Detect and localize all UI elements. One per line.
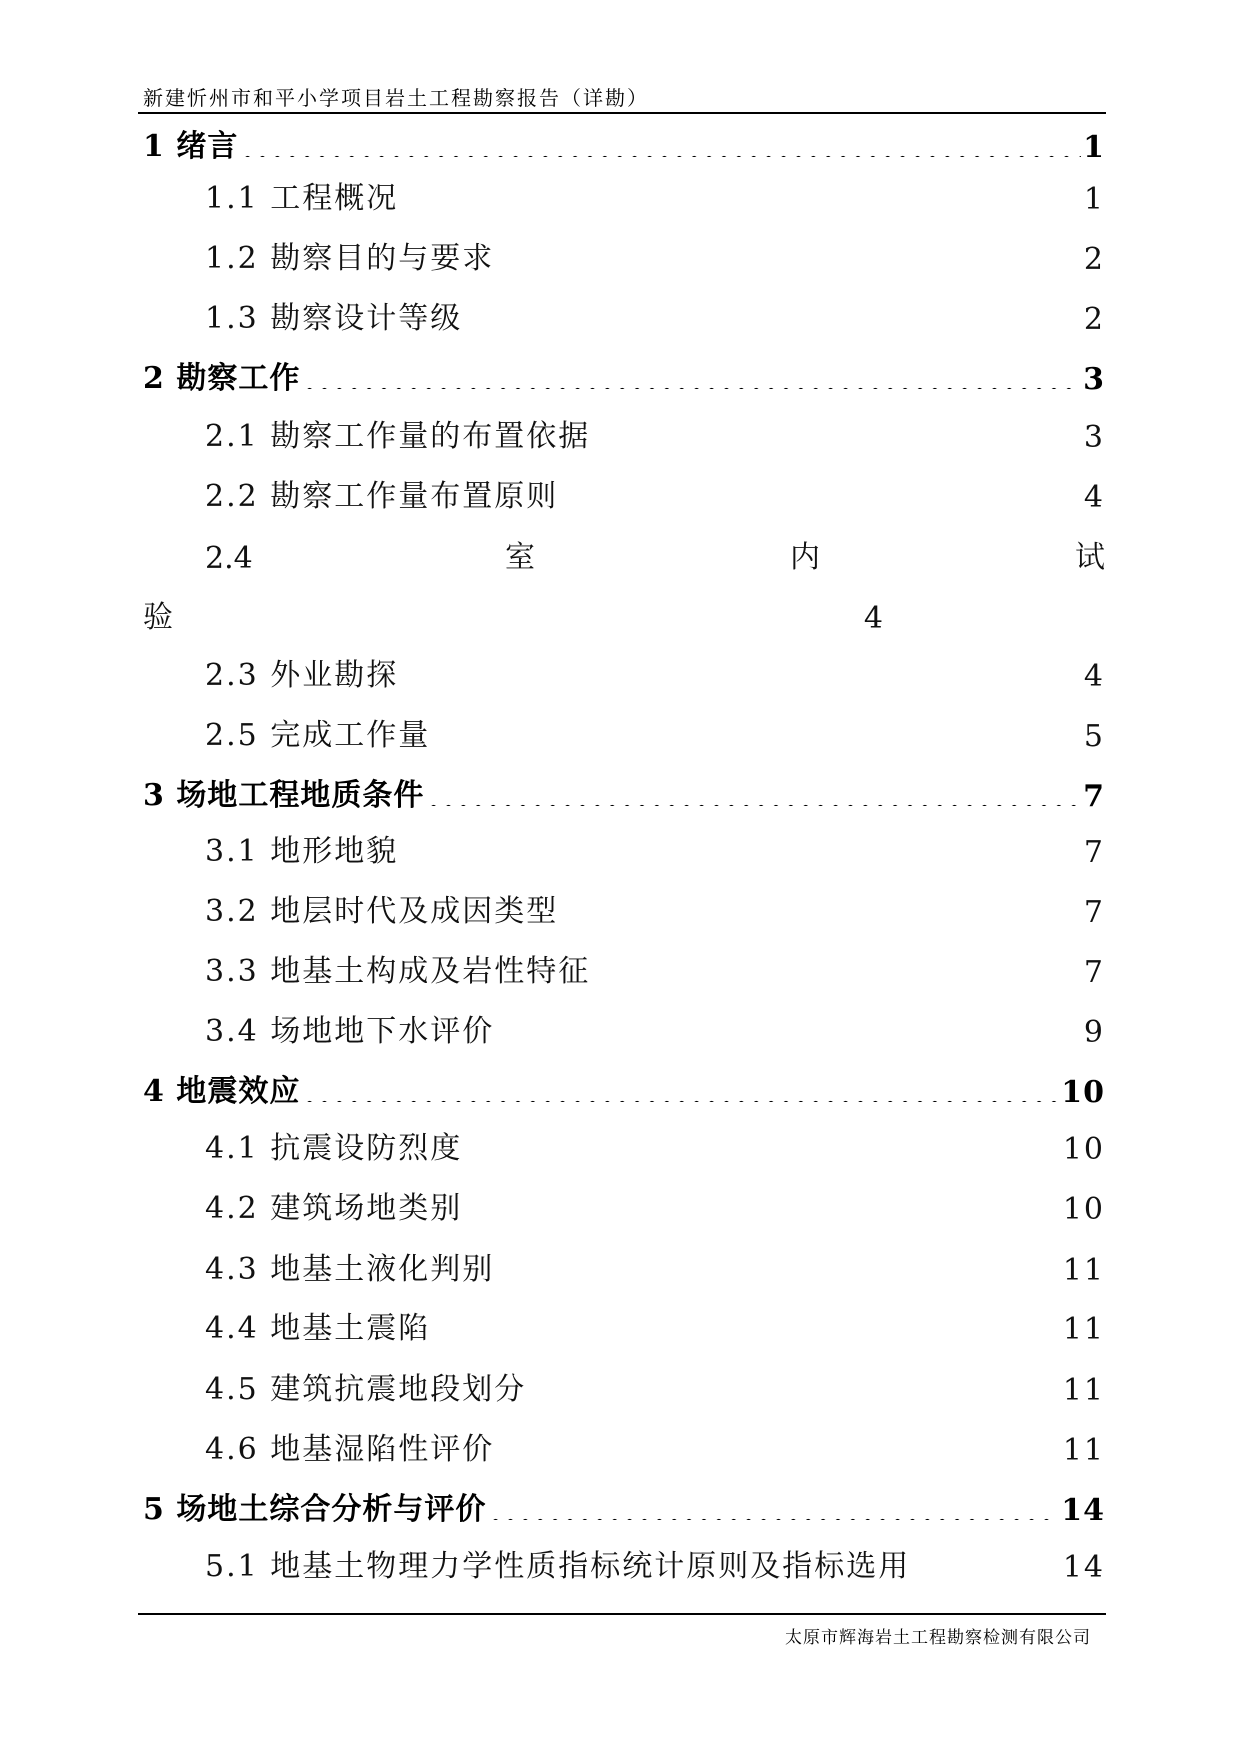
toc-page-number: 11 — [1062, 1312, 1105, 1347]
toc-page-number: 9 — [1083, 1015, 1105, 1050]
page-footer-company: 太原市辉海岩土工程勘察检测有限公司 — [785, 1628, 1091, 1648]
toc-entry-1-1[interactable] — [205, 177, 1105, 217]
toc-entry-5[interactable] — [143, 1488, 1105, 1528]
toc-leader-dots — [594, 972, 1082, 982]
toc-label: 1.2 勘察目的与要求 — [205, 241, 495, 276]
toc-entry-1[interactable] — [143, 125, 1105, 165]
toc-page-number: 11 — [1062, 1373, 1105, 1408]
toc-page-number: 1 — [1083, 182, 1105, 217]
toc-label: 4.5 建筑抗震地段划分 — [205, 1372, 527, 1407]
toc-page-number: 14 — [1062, 1550, 1105, 1585]
toc-leader-dots — [466, 319, 1082, 329]
toc-label: 3.1 地形地貌 — [205, 834, 399, 869]
toc-label-part: 试 — [1075, 540, 1105, 575]
toc-label: 4.6 地基湿陷性评价 — [205, 1432, 495, 1467]
toc-leader-dots — [466, 1149, 1061, 1159]
toc-page-number: 11 — [1062, 1433, 1105, 1468]
toc-entry-2-4[interactable] — [205, 536, 1105, 576]
toc-entry-4-3[interactable] — [205, 1248, 1105, 1288]
toc-leader-dots — [304, 1092, 1059, 1102]
toc-page-number: 7 — [1083, 835, 1105, 870]
toc-label: 1.1 工程概况 — [205, 181, 399, 216]
toc-entry-4[interactable] — [143, 1070, 1105, 1110]
toc-entry-2-3[interactable] — [205, 654, 1105, 694]
toc-leader-dots — [402, 852, 1082, 862]
toc-leader-dots — [562, 497, 1082, 507]
toc-leader-dots — [428, 796, 1081, 806]
toc-page-number: 3 — [1083, 420, 1105, 455]
toc-page-number: 2 — [1083, 302, 1105, 337]
toc-label: 4.2 建筑场地类别 — [205, 1191, 463, 1226]
toc-entry-3-2[interactable] — [205, 890, 1105, 930]
toc-leader-dots — [562, 912, 1082, 922]
toc-leader-dots — [402, 199, 1082, 209]
toc-entry-2[interactable] — [143, 357, 1105, 397]
toc-entry-4-6[interactable] — [205, 1428, 1105, 1468]
toc-label: 1 绪言 — [143, 129, 239, 164]
toc-entry-1-3[interactable] — [205, 297, 1105, 337]
toc-label: 4.3 地基土液化判别 — [205, 1252, 495, 1287]
toc-leader-dots — [914, 1567, 1061, 1577]
toc-page-number: 7 — [1083, 779, 1105, 814]
toc-leader-dots — [594, 437, 1082, 447]
toc-entry-1-2[interactable] — [205, 237, 1105, 277]
toc-label: 3.4 场地地下水评价 — [205, 1014, 495, 1049]
toc-entry-2-1[interactable] — [205, 415, 1105, 455]
toc-entry-3[interactable] — [143, 774, 1105, 814]
toc-label: 4.1 抗震设防烈度 — [205, 1131, 463, 1166]
toc-label: 3.3 地基土构成及岩性特征 — [205, 954, 591, 989]
toc-page-number: 10 — [1061, 1075, 1105, 1110]
toc-page-number: 4 — [1083, 659, 1105, 694]
toc-label: 2.1 勘察工作量的布置依据 — [205, 419, 591, 454]
toc-entry-3-3[interactable] — [205, 950, 1105, 990]
toc-leader-dots — [498, 1450, 1061, 1460]
toc-entry-4-2[interactable] — [205, 1187, 1105, 1227]
toc-entry-5-1[interactable] — [205, 1545, 1105, 1585]
toc-page-number: 5 — [1083, 719, 1105, 754]
toc-label: 2.3 外业勘探 — [205, 658, 399, 693]
toc-entry-3-4[interactable] — [205, 1010, 1105, 1050]
toc-leader-dots — [490, 1510, 1059, 1520]
toc-page-number: 4 — [863, 601, 883, 636]
toc-label: 4.4 地基土震陷 — [205, 1311, 431, 1346]
toc-label: 3.2 地层时代及成因类型 — [205, 894, 559, 929]
toc-page-number: 4 — [1083, 480, 1105, 515]
toc-entry-2-4-continued[interactable] — [143, 596, 883, 636]
toc-label: 5 场地土综合分析与评价 — [143, 1492, 487, 1527]
footer-rule — [138, 1613, 1106, 1615]
toc-leader-dots — [175, 618, 862, 628]
page-header-title: 新建忻州市和平小学项目岩土工程勘察报告（详勘） — [143, 86, 649, 110]
toc-page-number: 11 — [1062, 1253, 1105, 1288]
toc-leader-dots — [434, 736, 1082, 746]
toc-entry-3-1[interactable] — [205, 830, 1105, 870]
toc-leader-dots — [434, 1329, 1061, 1339]
toc-leader-dots — [530, 1390, 1061, 1400]
toc-page-number: 7 — [1083, 955, 1105, 990]
toc-entry-4-5[interactable] — [205, 1368, 1105, 1408]
toc-leader-dots — [304, 379, 1081, 389]
toc-label: 2 勘察工作 — [143, 361, 301, 396]
toc-label: 2.2 勘察工作量布置原则 — [205, 479, 559, 514]
toc-leader-dots — [498, 259, 1082, 269]
toc-label-part: 室 — [505, 540, 535, 575]
toc-page-number: 10 — [1062, 1132, 1105, 1167]
toc-label: 5.1 地基土物理力学性质指标统计原则及指标选用 — [205, 1549, 911, 1584]
toc-leader-dots — [242, 147, 1081, 157]
toc-label-part: 内 — [790, 540, 820, 575]
toc-label: 4 地震效应 — [143, 1074, 301, 1109]
toc-leader-dots — [402, 676, 1082, 686]
toc-entry-4-4[interactable] — [205, 1307, 1105, 1347]
toc-page-number: 1 — [1083, 130, 1105, 165]
toc-leader-dots — [498, 1032, 1082, 1042]
toc-entry-4-1[interactable] — [205, 1127, 1105, 1167]
toc-leader-dots — [498, 1270, 1061, 1280]
toc-leader-dots — [466, 1209, 1061, 1219]
toc-entry-2-2[interactable] — [205, 475, 1105, 515]
toc-page-number: 10 — [1062, 1192, 1105, 1227]
toc-page-number: 3 — [1083, 362, 1105, 397]
toc-label: 1.3 勘察设计等级 — [205, 301, 463, 336]
toc-page-number: 2 — [1083, 242, 1105, 277]
toc-page-number: 7 — [1083, 895, 1105, 930]
toc-label: 2.5 完成工作量 — [205, 718, 431, 753]
toc-page-number: 14 — [1061, 1493, 1105, 1528]
toc-entry-2-5[interactable] — [205, 714, 1105, 754]
toc-label-part: 2.4 — [205, 541, 253, 576]
toc-label-part: 验 — [143, 600, 173, 635]
toc-label: 3 场地工程地质条件 — [143, 778, 425, 813]
